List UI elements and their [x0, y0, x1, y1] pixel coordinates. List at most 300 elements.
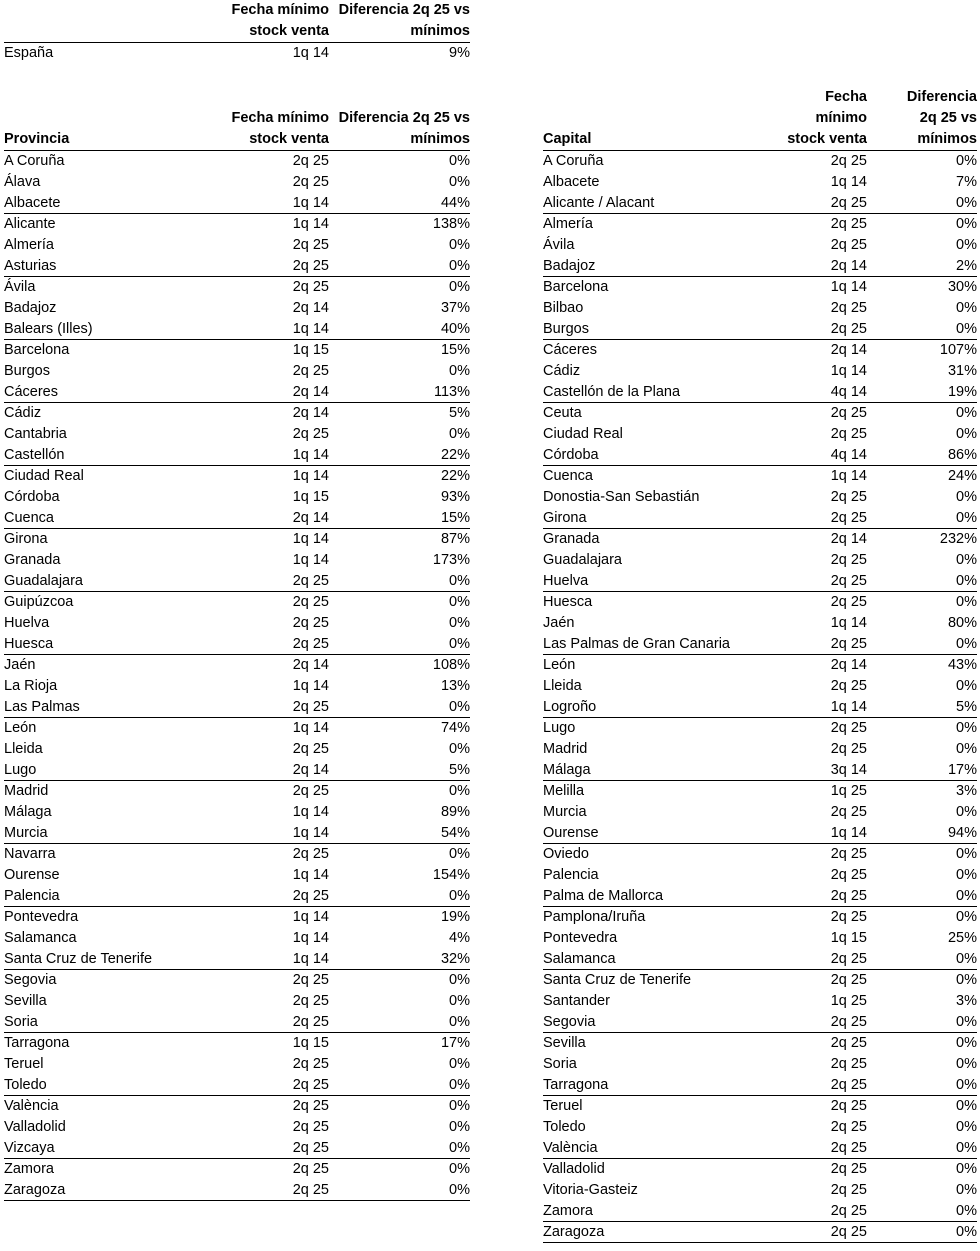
row-name: Lleida: [543, 678, 582, 694]
row-name: Toledo: [4, 1077, 47, 1093]
row-date: 1q 15: [292, 342, 329, 358]
table-row: [4, 319, 470, 340]
row-diff: 113%: [433, 384, 470, 400]
row-name: Murcia: [543, 804, 587, 820]
row-diff: 17%: [440, 1035, 470, 1051]
row-date: 2q 25: [292, 1140, 329, 1156]
row-date: 2q 25: [830, 1056, 867, 1072]
table-row: [543, 1180, 977, 1201]
row-date: 1q 14: [830, 615, 867, 631]
row-name: Ávila: [4, 279, 36, 295]
row-date: 2q 25: [292, 1014, 329, 1030]
row-diff: 0%: [956, 909, 977, 925]
row-date: 2q 25: [292, 1077, 329, 1093]
row-diff: 0%: [449, 258, 470, 274]
row-name: Madrid: [543, 741, 588, 757]
row-name: Cádiz: [4, 405, 42, 421]
row-diff: 93%: [440, 489, 470, 505]
table-row: [543, 1159, 977, 1180]
row-name: Cádiz: [543, 363, 581, 379]
table-row: [4, 718, 470, 739]
row-name: A Coruña: [4, 153, 65, 169]
row-diff: 0%: [449, 594, 470, 610]
row-diff: 0%: [449, 741, 470, 757]
row-diff: 0%: [956, 1035, 977, 1051]
row-date: 2q 25: [292, 258, 329, 274]
table-row: [4, 571, 470, 592]
spain-diff: 9%: [449, 45, 470, 61]
table-row: [4, 487, 470, 508]
row-diff: 0%: [956, 510, 977, 526]
row-date: 2q 25: [292, 573, 329, 589]
row-diff: 0%: [956, 1056, 977, 1072]
row-diff: 0%: [449, 888, 470, 904]
row-date: 2q 14: [830, 531, 867, 547]
table-row: [543, 424, 977, 445]
row-date: 2q 25: [292, 615, 329, 631]
row-date: 2q 25: [830, 216, 867, 232]
row-name: Las Palmas de Gran Canaria: [543, 636, 730, 652]
table-row: [543, 634, 977, 655]
row-date: 2q 25: [830, 1140, 867, 1156]
row-name: Palencia: [4, 888, 60, 904]
row-diff: 19%: [440, 909, 470, 925]
row-diff: 0%: [956, 1140, 977, 1156]
row-name: Palma de Mallorca: [543, 888, 664, 904]
row-date: 2q 25: [830, 573, 867, 589]
row-name: Segovia: [543, 1014, 596, 1030]
row-name: Tarragona: [4, 1035, 70, 1051]
row-diff: 0%: [449, 237, 470, 253]
row-name: Girona: [543, 510, 587, 526]
table-row: [543, 655, 977, 676]
row-diff: 0%: [449, 846, 470, 862]
row-diff: 0%: [956, 972, 977, 988]
row-name: Álava: [4, 174, 41, 190]
spain-name: España: [4, 45, 54, 61]
table-row: [543, 1054, 977, 1075]
row-diff: 0%: [449, 174, 470, 190]
row-date: 2q 25: [830, 153, 867, 169]
table-row: [4, 844, 470, 865]
row-date: 2q 25: [292, 636, 329, 652]
row-name: Vitoria-Gasteiz: [543, 1182, 638, 1198]
table-row: [4, 865, 470, 886]
row-diff: 87%: [440, 531, 470, 547]
capital-header-diff: Diferencia 2q 25 vs mínimos: [906, 89, 977, 147]
row-diff: 0%: [449, 993, 470, 1009]
row-diff: 0%: [956, 237, 977, 253]
row-name: Sevilla: [543, 1035, 586, 1051]
row-date: 1q 15: [292, 489, 329, 505]
table-row: [4, 760, 470, 781]
row-date: 1q 14: [292, 825, 329, 841]
row-name: Ávila: [543, 237, 575, 253]
table-row: [543, 508, 977, 529]
row-diff: 0%: [449, 363, 470, 379]
row-diff: 22%: [440, 447, 470, 463]
row-name: Almería: [543, 216, 593, 232]
table-row: [543, 550, 977, 571]
table-row: [4, 655, 470, 676]
table-row: [4, 508, 470, 529]
row-diff: 108%: [432, 657, 470, 673]
province-header: [4, 108, 470, 151]
table-row: [543, 445, 977, 466]
row-date: 2q 25: [292, 426, 329, 442]
row-diff: 0%: [956, 426, 977, 442]
spain-header: [4, 2, 470, 43]
row-diff: 7%: [956, 174, 977, 190]
row-name: Valladolid: [543, 1161, 605, 1177]
table-row: [543, 1075, 977, 1096]
row-date: 2q 25: [830, 741, 867, 757]
table-row: [543, 1138, 977, 1159]
row-diff: 0%: [449, 699, 470, 715]
row-date: 2q 25: [292, 279, 329, 295]
row-date: 1q 14: [292, 867, 329, 883]
row-diff: 0%: [449, 1056, 470, 1072]
row-diff: 22%: [440, 468, 470, 484]
row-name: Sevilla: [4, 993, 47, 1009]
row-date: 2q 25: [830, 405, 867, 421]
row-name: Melilla: [543, 783, 585, 799]
row-name: Tarragona: [543, 1077, 609, 1093]
row-name: Albacete: [4, 195, 61, 211]
row-name: Ceuta: [543, 405, 582, 421]
row-name: Vizcaya: [4, 1140, 55, 1156]
province-table: [4, 108, 470, 1201]
row-diff: 44%: [440, 195, 470, 211]
row-date: 2q 25: [830, 1077, 867, 1093]
table-row: [4, 529, 470, 550]
row-name: Donostia-San Sebastián: [543, 489, 700, 505]
table-row: [4, 970, 470, 991]
table-row: [543, 193, 977, 214]
table-row: [4, 634, 470, 655]
table-row: [543, 487, 977, 508]
table-row: [4, 592, 470, 613]
row-date: 1q 14: [292, 678, 329, 694]
row-date: 2q 25: [830, 1182, 867, 1198]
row-diff: 25%: [947, 930, 977, 946]
table-row: [543, 529, 977, 550]
row-diff: 86%: [947, 447, 977, 463]
row-date: 2q 14: [292, 384, 329, 400]
row-date: 2q 25: [830, 951, 867, 967]
table-row: [543, 319, 977, 340]
row-diff: 0%: [449, 783, 470, 799]
row-diff: 0%: [956, 804, 977, 820]
row-diff: 37%: [440, 300, 470, 316]
spain-header-diff: Diferencia 2q 25 vs mínimos: [338, 2, 470, 39]
row-date: 1q 14: [292, 804, 329, 820]
row-diff: 89%: [440, 804, 470, 820]
row-name: Toledo: [543, 1119, 586, 1135]
row-date: 2q 14: [830, 342, 867, 358]
row-name: Burgos: [543, 321, 589, 337]
table-row: [543, 298, 977, 319]
table-row: [543, 781, 977, 802]
row-name: Asturias: [4, 258, 57, 274]
spain-header-date: Fecha mínimo stock venta: [231, 2, 329, 39]
row-date: 2q 25: [292, 174, 329, 190]
row-name: Lleida: [4, 741, 43, 757]
table-row: [4, 193, 470, 214]
table-row: [4, 298, 470, 319]
row-name: Alicante: [4, 216, 56, 232]
row-date: 1q 25: [830, 783, 867, 799]
row-name: Zamora: [543, 1203, 593, 1219]
table-row: [4, 1054, 470, 1075]
row-diff: 0%: [449, 636, 470, 652]
row-date: 1q 14: [292, 930, 329, 946]
row-date: 2q 25: [830, 594, 867, 610]
table-row: [4, 739, 470, 760]
row-name: Santander: [543, 993, 610, 1009]
province-header-diff: Diferencia 2q 25 vs mínimos: [338, 110, 470, 147]
row-name: Teruel: [4, 1056, 44, 1072]
row-diff: 0%: [449, 1140, 470, 1156]
row-diff: 13%: [440, 678, 470, 694]
row-name: Córdoba: [543, 447, 599, 463]
table-row: [543, 235, 977, 256]
row-date: 1q 14: [292, 909, 329, 925]
row-date: 1q 14: [292, 321, 329, 337]
table-row: [543, 907, 977, 928]
row-date: 2q 25: [292, 1161, 329, 1177]
row-diff: 0%: [956, 1077, 977, 1093]
table-row: [4, 256, 470, 277]
row-diff: 138%: [432, 216, 470, 232]
table-row: [4, 613, 470, 634]
table-row: [4, 1033, 470, 1054]
row-name: Guadalajara: [543, 552, 622, 568]
row-date: 2q 25: [292, 783, 329, 799]
row-diff: 0%: [956, 1182, 977, 1198]
row-diff: 74%: [440, 720, 470, 736]
row-date: 2q 25: [830, 426, 867, 442]
table-row: [543, 991, 977, 1012]
table-row: [4, 907, 470, 928]
table-row: [4, 1138, 470, 1159]
row-diff: 0%: [956, 1098, 977, 1114]
row-name: Navarra: [4, 846, 56, 862]
row-name: Jaén: [543, 615, 575, 631]
row-name: Salamanca: [543, 951, 616, 967]
row-diff: 0%: [956, 720, 977, 736]
row-date: 2q 25: [292, 888, 329, 904]
row-diff: 0%: [956, 195, 977, 211]
table-row: [543, 382, 977, 403]
row-date: 2q 25: [830, 1098, 867, 1114]
row-name: Granada: [543, 531, 600, 547]
row-name: Huesca: [543, 594, 593, 610]
row-diff: 3%: [956, 993, 977, 1009]
row-name: Almería: [4, 237, 54, 253]
row-name: León: [4, 720, 37, 736]
table-row: [4, 676, 470, 697]
row-date: 1q 15: [292, 1035, 329, 1051]
capital-header: [543, 87, 977, 151]
row-name: Soria: [543, 1056, 577, 1072]
table-row: [4, 235, 470, 256]
row-date: 2q 25: [830, 846, 867, 862]
row-date: 2q 25: [292, 699, 329, 715]
table-row: [543, 1117, 977, 1138]
row-date: 2q 25: [830, 552, 867, 568]
row-date: 2q 25: [292, 153, 329, 169]
table-row: [4, 697, 470, 718]
row-diff: 232%: [939, 531, 977, 547]
spain-date: 1q 14: [292, 45, 329, 61]
row-date: 2q 25: [830, 1224, 867, 1240]
row-diff: 0%: [449, 573, 470, 589]
row-diff: 0%: [449, 1014, 470, 1030]
row-name: Lugo: [4, 762, 37, 778]
row-diff: 173%: [432, 552, 470, 568]
table-row: [4, 991, 470, 1012]
row-name: Valladolid: [4, 1119, 66, 1135]
row-date: 2q 25: [830, 804, 867, 820]
row-diff: 15%: [440, 342, 470, 358]
row-diff: 0%: [956, 1119, 977, 1135]
row-date: 2q 25: [830, 510, 867, 526]
row-date: 2q 25: [292, 1182, 329, 1198]
row-date: 1q 14: [830, 468, 867, 484]
row-date: 2q 25: [830, 972, 867, 988]
row-name: Ourense: [4, 867, 60, 883]
row-date: 2q 14: [292, 300, 329, 316]
row-date: 2q 25: [830, 1035, 867, 1051]
row-date: 2q 25: [830, 1161, 867, 1177]
row-name: Balears (Illes): [4, 321, 93, 337]
row-name: Huelva: [4, 615, 50, 631]
row-date: 2q 25: [830, 867, 867, 883]
row-date: 1q 14: [830, 363, 867, 379]
row-diff: 0%: [956, 846, 977, 862]
table-row: [543, 172, 977, 193]
row-name: Pontevedra: [4, 909, 79, 925]
row-date: 1q 14: [830, 174, 867, 190]
row-diff: 0%: [449, 1077, 470, 1093]
row-date: 2q 14: [292, 510, 329, 526]
row-diff: 0%: [956, 552, 977, 568]
table-row: [543, 1222, 977, 1243]
row-name: Girona: [4, 531, 48, 547]
row-diff: 0%: [956, 741, 977, 757]
row-diff: 0%: [956, 405, 977, 421]
row-name: València: [543, 1140, 598, 1156]
row-diff: 94%: [947, 825, 977, 841]
row-date: 4q 14: [830, 384, 867, 400]
table-row: [4, 550, 470, 571]
row-date: 2q 25: [830, 909, 867, 925]
table-row: [4, 466, 470, 487]
table-row: [4, 886, 470, 907]
row-diff: 0%: [956, 489, 977, 505]
row-name: Zaragoza: [4, 1182, 66, 1198]
row-name: Oviedo: [543, 846, 589, 862]
row-name: Córdoba: [4, 489, 60, 505]
row-name: Guadalajara: [4, 573, 83, 589]
table-row: [543, 844, 977, 865]
table-row: [543, 928, 977, 949]
table-row: [4, 382, 470, 403]
row-name: Castellón de la Plana: [543, 384, 681, 400]
row-date: 1q 14: [292, 447, 329, 463]
table-row: [4, 1075, 470, 1096]
table-row: [543, 403, 977, 424]
row-name: Bilbao: [543, 300, 584, 316]
table-row: [4, 949, 470, 970]
row-date: 2q 25: [830, 678, 867, 694]
table-row: [543, 676, 977, 697]
row-date: 2q 14: [830, 258, 867, 274]
row-diff: 80%: [947, 615, 977, 631]
row-diff: 0%: [956, 1014, 977, 1030]
row-date: 1q 14: [830, 825, 867, 841]
row-name: València: [4, 1098, 59, 1114]
table-row: [4, 802, 470, 823]
row-date: 1q 14: [292, 468, 329, 484]
table-row: [543, 151, 977, 172]
row-diff: 0%: [449, 1119, 470, 1135]
row-date: 3q 14: [830, 762, 867, 778]
table-row: [4, 403, 470, 424]
row-name: Barcelona: [4, 342, 70, 358]
row-date: 1q 14: [292, 951, 329, 967]
row-diff: 17%: [947, 762, 977, 778]
row-diff: 0%: [449, 279, 470, 295]
row-diff: 0%: [449, 153, 470, 169]
row-date: 2q 14: [292, 657, 329, 673]
row-diff: 0%: [956, 636, 977, 652]
row-name: Segovia: [4, 972, 57, 988]
row-name: Ciudad Real: [543, 426, 623, 442]
row-name: Ourense: [543, 825, 599, 841]
row-date: 2q 25: [830, 1119, 867, 1135]
row-diff: 40%: [440, 321, 470, 337]
row-date: 1q 14: [830, 279, 867, 295]
row-name: León: [543, 657, 576, 673]
table-row: [4, 1012, 470, 1033]
table-row: [4, 445, 470, 466]
row-name: Málaga: [4, 804, 52, 820]
row-date: 2q 14: [292, 405, 329, 421]
row-diff: 0%: [449, 1182, 470, 1198]
row-diff: 0%: [449, 1161, 470, 1177]
row-diff: 19%: [947, 384, 977, 400]
table-row: [4, 424, 470, 445]
row-date: 1q 25: [830, 993, 867, 1009]
table-row: [4, 1096, 470, 1117]
row-name: A Coruña: [543, 153, 604, 169]
table-row: [4, 214, 470, 235]
table-row: [4, 172, 470, 193]
table-row: [543, 340, 977, 361]
row-name: Cantabria: [4, 426, 67, 442]
row-name: Santa Cruz de Tenerife: [4, 951, 153, 967]
row-date: 4q 14: [830, 447, 867, 463]
row-date: 2q 25: [292, 363, 329, 379]
row-diff: 30%: [947, 279, 977, 295]
row-name: Huesca: [4, 636, 54, 652]
row-diff: 0%: [956, 216, 977, 232]
row-name: Alicante / Alacant: [543, 195, 655, 211]
row-diff: 0%: [956, 1224, 977, 1240]
row-name: Cuenca: [4, 510, 54, 526]
